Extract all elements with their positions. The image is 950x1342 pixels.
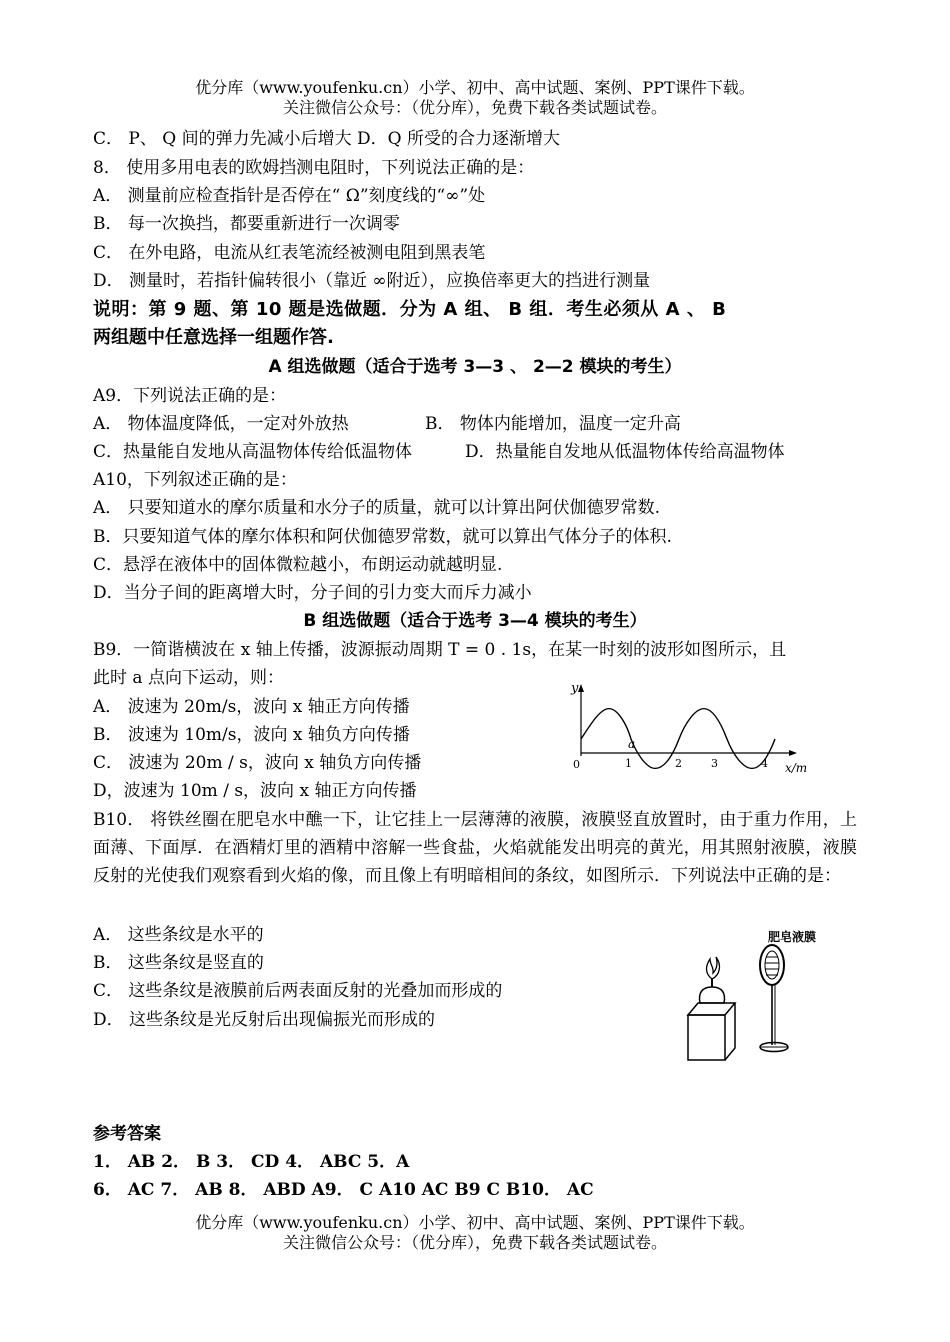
a10-option-c: C．悬浮在液体中的固体微粒越小，布朗运动就越明显. — [93, 555, 503, 575]
b9-option-b: B． 波速为 10m/s，波向 x 轴负方向传播 — [93, 725, 410, 745]
flame-icon — [707, 957, 720, 979]
point-a-label: a — [628, 737, 636, 751]
q7-options-cd: C． P、 Q 间的弹力先减小后增大 D．Q 所受的合力逐渐增大 — [93, 129, 560, 149]
b10-stem: B10． 将铁丝圈在肥皂水中醮一下，让它挂上一层薄薄的液膜，液膜竖直放置时，由于重力作用，上面薄、下面厚．在酒精灯里的酒精中溶解一些食盐，火焰就能发出明亮的黄光，用其照射液膜，液膜反射的光使我们观察看到火焰的像，而且像上有明暗相间的条纹，如图所示．下列说法中正确的是： — [93, 810, 857, 886]
b9-stem-line-1: B9．一简谐横波在 x 轴上传播，波源振动周期 T = 0 . 1s，在某一时刻的波形如图所示，且 — [93, 640, 787, 660]
lamp-box — [688, 1003, 735, 1015]
a9-option-d: D．热量能自发地从低温物体传给高温物体 — [465, 442, 785, 462]
x-axis-arrow — [789, 750, 797, 756]
a10-option-d: D．当分子间的距离增大时，分子间的引力变大而斥力减小 — [93, 583, 532, 603]
soap-film-figure — [680, 925, 850, 1065]
a10-option-b: B．只要知道气体的摩尔体积和阿伏伽德罗常数，就可以算出气体分子的体积. — [93, 527, 672, 547]
tick-label-4: 4 — [761, 757, 768, 770]
b9-option-d: D，波速为 10m / s，波向 x 轴正方向传播 — [93, 781, 417, 801]
y-axis-label: y — [571, 681, 579, 696]
q8-option-a: A． 测量前应检查指针是否停在“ Ω”刻度线的“∞”处 — [93, 186, 486, 206]
group-b-title: B 组选做题（适合于选考 3—4 模块的考生） — [303, 611, 647, 631]
footer-line-1: 优分库（www.youfenku.cn）小学、初中、高中试题、案例、PPT课件下载。 — [195, 1213, 755, 1232]
wave-figure — [565, 678, 815, 778]
q8-option-d: D． 测量时，若指针偏转很小（靠近 ∞附近），应换倍率更大的挡进行测量 — [93, 271, 651, 291]
b9-option-a: A． 波速为 20m/s，波向 x 轴正方向传播 — [93, 697, 410, 717]
q8-stem: 8． 使用多用电表的欧姆挡测电阻时，下列说法正确的是： — [93, 158, 535, 178]
b10-option-a: A． 这些条纹是水平的 — [93, 925, 264, 945]
x-axis-label: x/m — [785, 761, 808, 775]
footer-line-2: 关注微信公众号：（优分库），免费下载各类试题试卷。 — [282, 1233, 667, 1252]
a10-stem: A10，下列叙述正确的是： — [93, 470, 297, 490]
answers-line-2: 6． AC 7． AB 8． ABD A9． C A10 AC B9 C B10． AC — [93, 1180, 594, 1200]
header-line-1: 优分库（www.youfenku.cn）小学、初中、高中试题、案例、PPT课件下载。 — [195, 78, 755, 97]
b9-option-c: C． 波速为 20m / s，波向 x 轴负方向传播 — [93, 753, 422, 773]
q8-option-b: B． 每一次换挡，都要重新进行一次调零 — [93, 214, 400, 234]
a10-option-a: A． 只要知道水的摩尔质量和水分子的质量，就可以计算出阿伏伽德罗常数. — [93, 498, 661, 518]
a9-option-c: C．热量能自发地从高温物体传给低温物体 — [93, 442, 413, 462]
header-line-2: 关注微信公众号：（优分库），免费下载各类试题试卷。 — [282, 98, 667, 117]
tick-label-2: 2 — [675, 757, 682, 770]
q8-option-c: C． 在外电路，电流从红表笔流经被测电阻到黑表笔 — [93, 243, 486, 263]
note-line-1: 说明：第 9 题、第 10 题是选做题．分为 A 组、 B 组．考生必须从 A 、 B — [93, 299, 727, 320]
y-axis-arrow — [578, 684, 584, 692]
answers-title: 参考答案 — [93, 1124, 161, 1144]
tick-label-1: 1 — [625, 757, 632, 770]
note-line-2: 两组题中任意选择一组题作答. — [93, 327, 334, 348]
b10-option-c: C． 这些条纹是液膜前后两表面反射的光叠加而形成的 — [93, 981, 503, 1001]
a9-option-a: A． 物体温度降低，一定对外放热 — [93, 414, 349, 434]
b9-stem-line-2: 此时 a 点向下运动，则： — [93, 668, 284, 688]
group-a-title: A 组选做题（适合于选考 3—3 、 2—2 模块的考生） — [268, 357, 682, 377]
a9-stem: A9．下列说法正确的是： — [93, 386, 287, 406]
answers-line-1: 1． AB 2． B 3． CD 4． ABC 5．A — [93, 1152, 410, 1172]
b10-option-d: D． 这些条纹是光反射后出现偏振光而形成的 — [93, 1010, 436, 1030]
origin-label: 0 — [573, 758, 580, 771]
a9-option-b: B． 物体内能增加，温度一定升高 — [425, 414, 681, 434]
soap-film-label: 肥皂液膜 — [768, 930, 817, 944]
b10-option-b: B． 这些条纹是竖直的 — [93, 953, 264, 973]
alcohol-lamp — [700, 987, 725, 1003]
tick-label-3: 3 — [711, 757, 718, 770]
